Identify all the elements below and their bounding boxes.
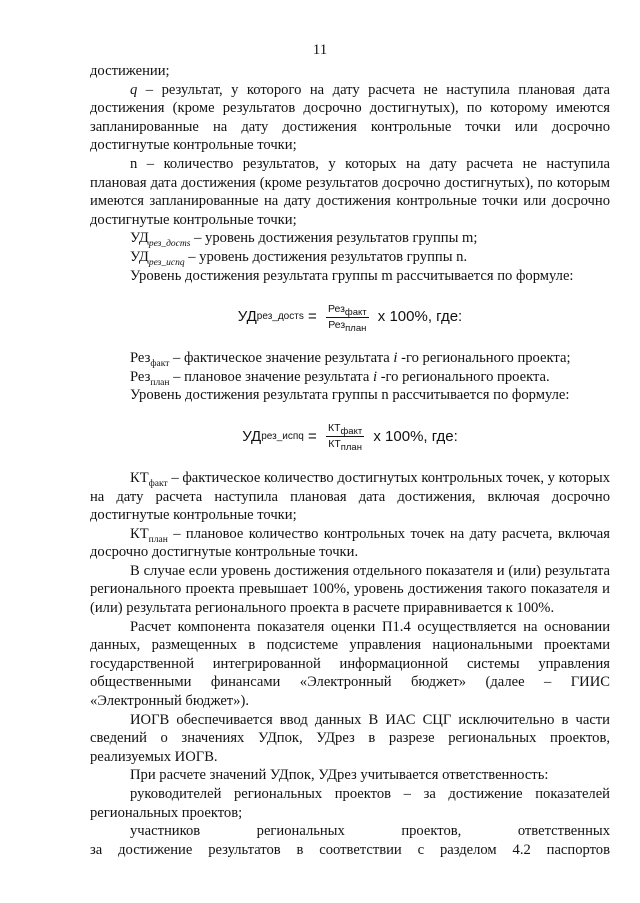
kt-symbol: КТ — [130, 525, 149, 542]
ud-text: – уровень достижения результатов группы m; — [190, 230, 478, 247]
paragraph-kt-plan — [90, 525, 610, 562]
paragraph-rez-plan — [90, 368, 610, 387]
numerator-symbol: Рез — [327, 302, 345, 315]
formula-equals: = — [303, 427, 321, 445]
formula-tail: x 100%, где: — [369, 427, 458, 445]
denominator-subscript: план — [345, 322, 367, 334]
kt-subscript: факт — [148, 478, 168, 489]
var-q: q — [130, 81, 138, 98]
rez-text-end: -го регионального проекта; — [397, 350, 571, 367]
page-number: 11 — [312, 42, 328, 58]
paragraph-last-line: за достижение результатов в соответствии с разделом 4.2 паспортов — [90, 841, 610, 858]
kt-text: – плановое количество контрольных точек на дату расчета, включая досрочно достигнутые контрольные точки. — [90, 525, 610, 561]
paragraph-participants-line — [90, 822, 610, 841]
formula-lhs: УД — [242, 427, 262, 445]
word: региональных — [256, 823, 345, 840]
formula-m — [90, 289, 610, 345]
paragraph-iogv: ИОГВ обеспечивается ввод данных В ИАС СЦГ исключительно в части сведений о значениях УДпок, УДрез в разрезе региональных проектов, реализуемых ИОГВ. — [90, 711, 610, 765]
paragraph-rez-fakt — [90, 349, 610, 368]
paragraph-continuation: достижении; — [90, 63, 170, 79]
numerator-symbol: КТ — [327, 422, 341, 435]
q-text: – результат, у которого на дату расчета не наступила плановая дата достижения (кроме результатов досрочно достигнутых), по которому имеются запланированные на дату достижения контрольные точки или досрочно достигнутые контрольные точки; — [90, 81, 610, 154]
document-body — [90, 62, 610, 859]
formula-lhs-subscript: рез_достs — [256, 310, 304, 322]
kt-text: – фактическое количество достигнутых контрольных точек, у которых на дату расчета наступила плановая дата достижения, включая досрочно достигнутые контрольные точки; — [90, 469, 610, 524]
rez-text: – плановое значение результата — [169, 368, 373, 385]
rez-symbol: Рез — [130, 368, 151, 385]
var-i: i — [393, 350, 398, 367]
denominator-subscript: план — [340, 442, 362, 454]
kt-subscript: план — [148, 534, 168, 545]
ud-text: – уровень достижения результатов группы n. — [184, 248, 468, 265]
ud-subscript: рез_испq — [148, 257, 185, 268]
rez-symbol: Рез — [130, 350, 151, 367]
paragraph-project-leaders: руководителей региональных проектов – за достижение показателей региональных проектов; — [90, 786, 610, 821]
formula-lhs-subscript: рез_испq — [261, 430, 304, 442]
paragraph-cap-100: В случае если уровень достижения отдельного показателя и (или) результата регионального проекта превышает 100%, уровень достижения такого показателя и (или) результата регионального проекта в расчете приравнивается к 100%. — [90, 562, 610, 617]
paragraph-ud-isp — [90, 248, 610, 267]
paragraph-q-definition — [90, 81, 610, 155]
formula-tail: x 100%, где: — [373, 307, 463, 325]
numerator-subscript: факт — [344, 306, 367, 318]
ud-subscript: рез_достs — [148, 239, 191, 250]
paragraph-responsibility: При расчете значений УДпок, УДрез учитывается ответственность: — [130, 767, 549, 784]
formula-n — [90, 409, 610, 465]
rez-text-end: -го регионального проекта. — [377, 368, 550, 385]
formula-lhs: УД — [237, 307, 257, 325]
paragraph-n-definition: n – количество результатов, у которых на дату расчета не наступила плановая дата достижения (кроме результатов досрочно достигнутых), по которым имеются запланированные на дату достижения контрольные точки или досрочно достигнутые контрольные точки; — [90, 155, 610, 228]
kt-symbol: КТ — [130, 469, 149, 486]
fraction-denominator — [326, 318, 368, 332]
paragraph-ud-dost — [90, 229, 610, 248]
numerator-subscript: факт — [340, 426, 363, 438]
denominator-symbol: Рез — [328, 318, 346, 331]
var-i: i — [372, 368, 378, 385]
paragraph-formula-n-intro: Уровень достижения результата группы n рассчитывается по формуле: — [130, 387, 570, 404]
rez-subscript: факт — [150, 359, 170, 370]
ud-symbol: УД — [130, 248, 149, 265]
word: проектов, — [401, 823, 462, 840]
formula-fraction — [326, 422, 364, 454]
rez-text: – фактическое значение результата — [169, 350, 394, 367]
word: ответственных — [517, 823, 610, 840]
fraction-denominator — [326, 437, 364, 454]
word: участников — [130, 823, 201, 840]
formula-equals: = — [303, 307, 321, 325]
paragraph-calculation-source: Расчет компонента показателя оценки П1.4 осуществляется на основании данных, размещенных в подсистеме управления национальными проектами государственной интегрированной информационной системы управления общественными финансами «Электронный бюджет» (далее – ГИИС «Электронный бюджет»). — [90, 618, 610, 710]
paragraph-formula-m-intro: Уровень достижения результата группы m рассчитывается по формуле: — [130, 267, 574, 284]
fraction-numerator — [326, 422, 364, 437]
ud-symbol: УД — [130, 230, 149, 247]
rez-subscript: план — [150, 377, 170, 388]
formula-fraction — [326, 303, 369, 332]
denominator-symbol: КТ — [328, 438, 341, 451]
paragraph-kt-fakt — [90, 469, 610, 525]
fraction-numerator — [326, 303, 369, 318]
